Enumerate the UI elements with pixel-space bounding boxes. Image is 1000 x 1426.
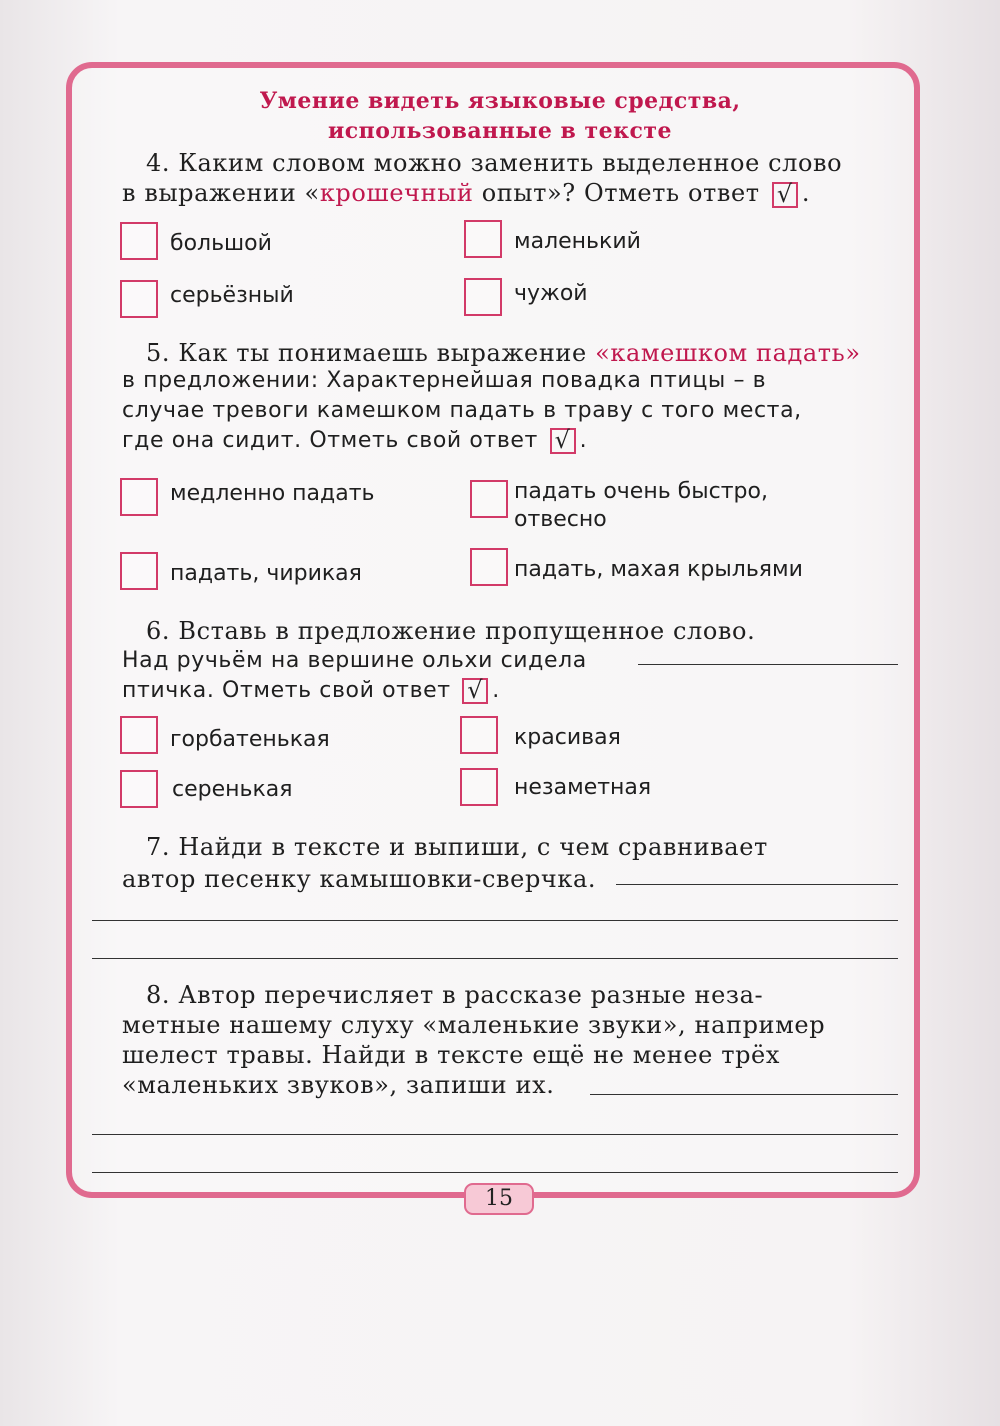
q5-option-label-1: медленно падать xyxy=(170,481,375,506)
q4-option-checkbox-2[interactable] xyxy=(464,220,502,258)
q5-option-label-2b: отвесно xyxy=(514,507,607,532)
q6-option-label-3: серенькая xyxy=(172,777,293,802)
q8-line2: метные нашему слуху «маленькие звуки», например xyxy=(122,1011,826,1039)
q6-option-checkbox-2[interactable] xyxy=(460,716,498,754)
q6-option-label-4: незаметная xyxy=(514,775,652,800)
q4-option-label-4: чужой xyxy=(514,281,588,306)
q6-option-label-1: горбатенькая xyxy=(170,727,330,752)
q4-option-label-2: маленький xyxy=(514,229,641,254)
q7-line2: автор песенку камышовки-сверчка. xyxy=(122,865,597,893)
q5-line4: где она сидит. Отметь свой ответ √ . xyxy=(122,426,882,456)
q4-option-checkbox-4[interactable] xyxy=(464,278,502,316)
q5-line3: случае тревоги камешком падать в траву с того места, xyxy=(122,398,802,423)
q5-option-label-4: падать, махая крыльями xyxy=(514,557,803,582)
q5-option-checkbox-4[interactable] xyxy=(470,548,508,586)
q5-option-label-3: падать, чирикая xyxy=(170,561,362,586)
q6-option-checkbox-1[interactable] xyxy=(120,716,158,754)
q5-option-checkbox-1[interactable] xyxy=(120,478,158,516)
q6-option-checkbox-4[interactable] xyxy=(460,768,498,806)
q4-option-checkbox-3[interactable] xyxy=(120,280,158,318)
q6-option-checkbox-3[interactable] xyxy=(120,770,158,808)
q7-answer-line-3[interactable] xyxy=(92,958,898,959)
q7-line1: 7. Найди в тексте и выпиши, с чем сравнивает xyxy=(146,833,768,861)
page-number: 15 xyxy=(464,1183,534,1215)
q6-answer-line[interactable] xyxy=(638,664,898,665)
q5-option-label-2: падать очень быстро, xyxy=(514,479,768,504)
q6-option-label-2: красивая xyxy=(514,725,621,750)
q5-highlight: «камешком падать» xyxy=(595,339,861,367)
q7-answer-line-2[interactable] xyxy=(92,920,898,921)
q6-line2: Над ручьём на вершине ольхи сидела xyxy=(122,648,587,673)
q4-option-label-3: серьёзный xyxy=(170,283,294,308)
q5-option-checkbox-3[interactable] xyxy=(120,552,158,590)
q8-answer-line-1[interactable] xyxy=(590,1094,898,1095)
q6-line1: 6. Вставь в предложение пропущенное слово. xyxy=(146,617,756,645)
q8-line4: «маленьких звуков», запиши их. xyxy=(122,1071,555,1099)
q4-highlight: крошечный xyxy=(319,179,474,207)
q4-line2: в выражении «крошечный опыт»? Отметь ответ √ . xyxy=(122,178,882,208)
section-title-line1: Умение видеть языковые средства, xyxy=(259,88,741,114)
checkmark-sample-icon xyxy=(772,182,798,208)
q7-answer-line-1[interactable] xyxy=(616,884,898,885)
q4-line1: 4. Каким словом можно заменить выделенное слово xyxy=(146,149,843,177)
q8-answer-line-2[interactable] xyxy=(92,1134,898,1135)
checkmark-sample-icon xyxy=(550,428,576,454)
q8-answer-line-3[interactable] xyxy=(92,1172,898,1173)
q5-option-checkbox-2[interactable] xyxy=(470,480,508,518)
q8-line3: шелест травы. Найди в тексте ещё не менее трёх xyxy=(122,1041,780,1069)
q8-line1: 8. Автор перечисляет в рассказе разные неза- xyxy=(146,981,764,1009)
q5-line1: 5. Как ты понимаешь выражение «камешком падать» xyxy=(146,339,861,367)
q5-line2: в предложении: Характернейшая повадка птицы – в xyxy=(122,368,767,393)
section-title-line2: использованные в тексте xyxy=(327,118,673,144)
q4-option-label-1: большой xyxy=(170,231,272,256)
q4-option-checkbox-1[interactable] xyxy=(120,222,158,260)
q6-line3: птичка. Отметь свой ответ √ . xyxy=(122,676,882,706)
checkmark-sample-icon xyxy=(462,678,488,704)
